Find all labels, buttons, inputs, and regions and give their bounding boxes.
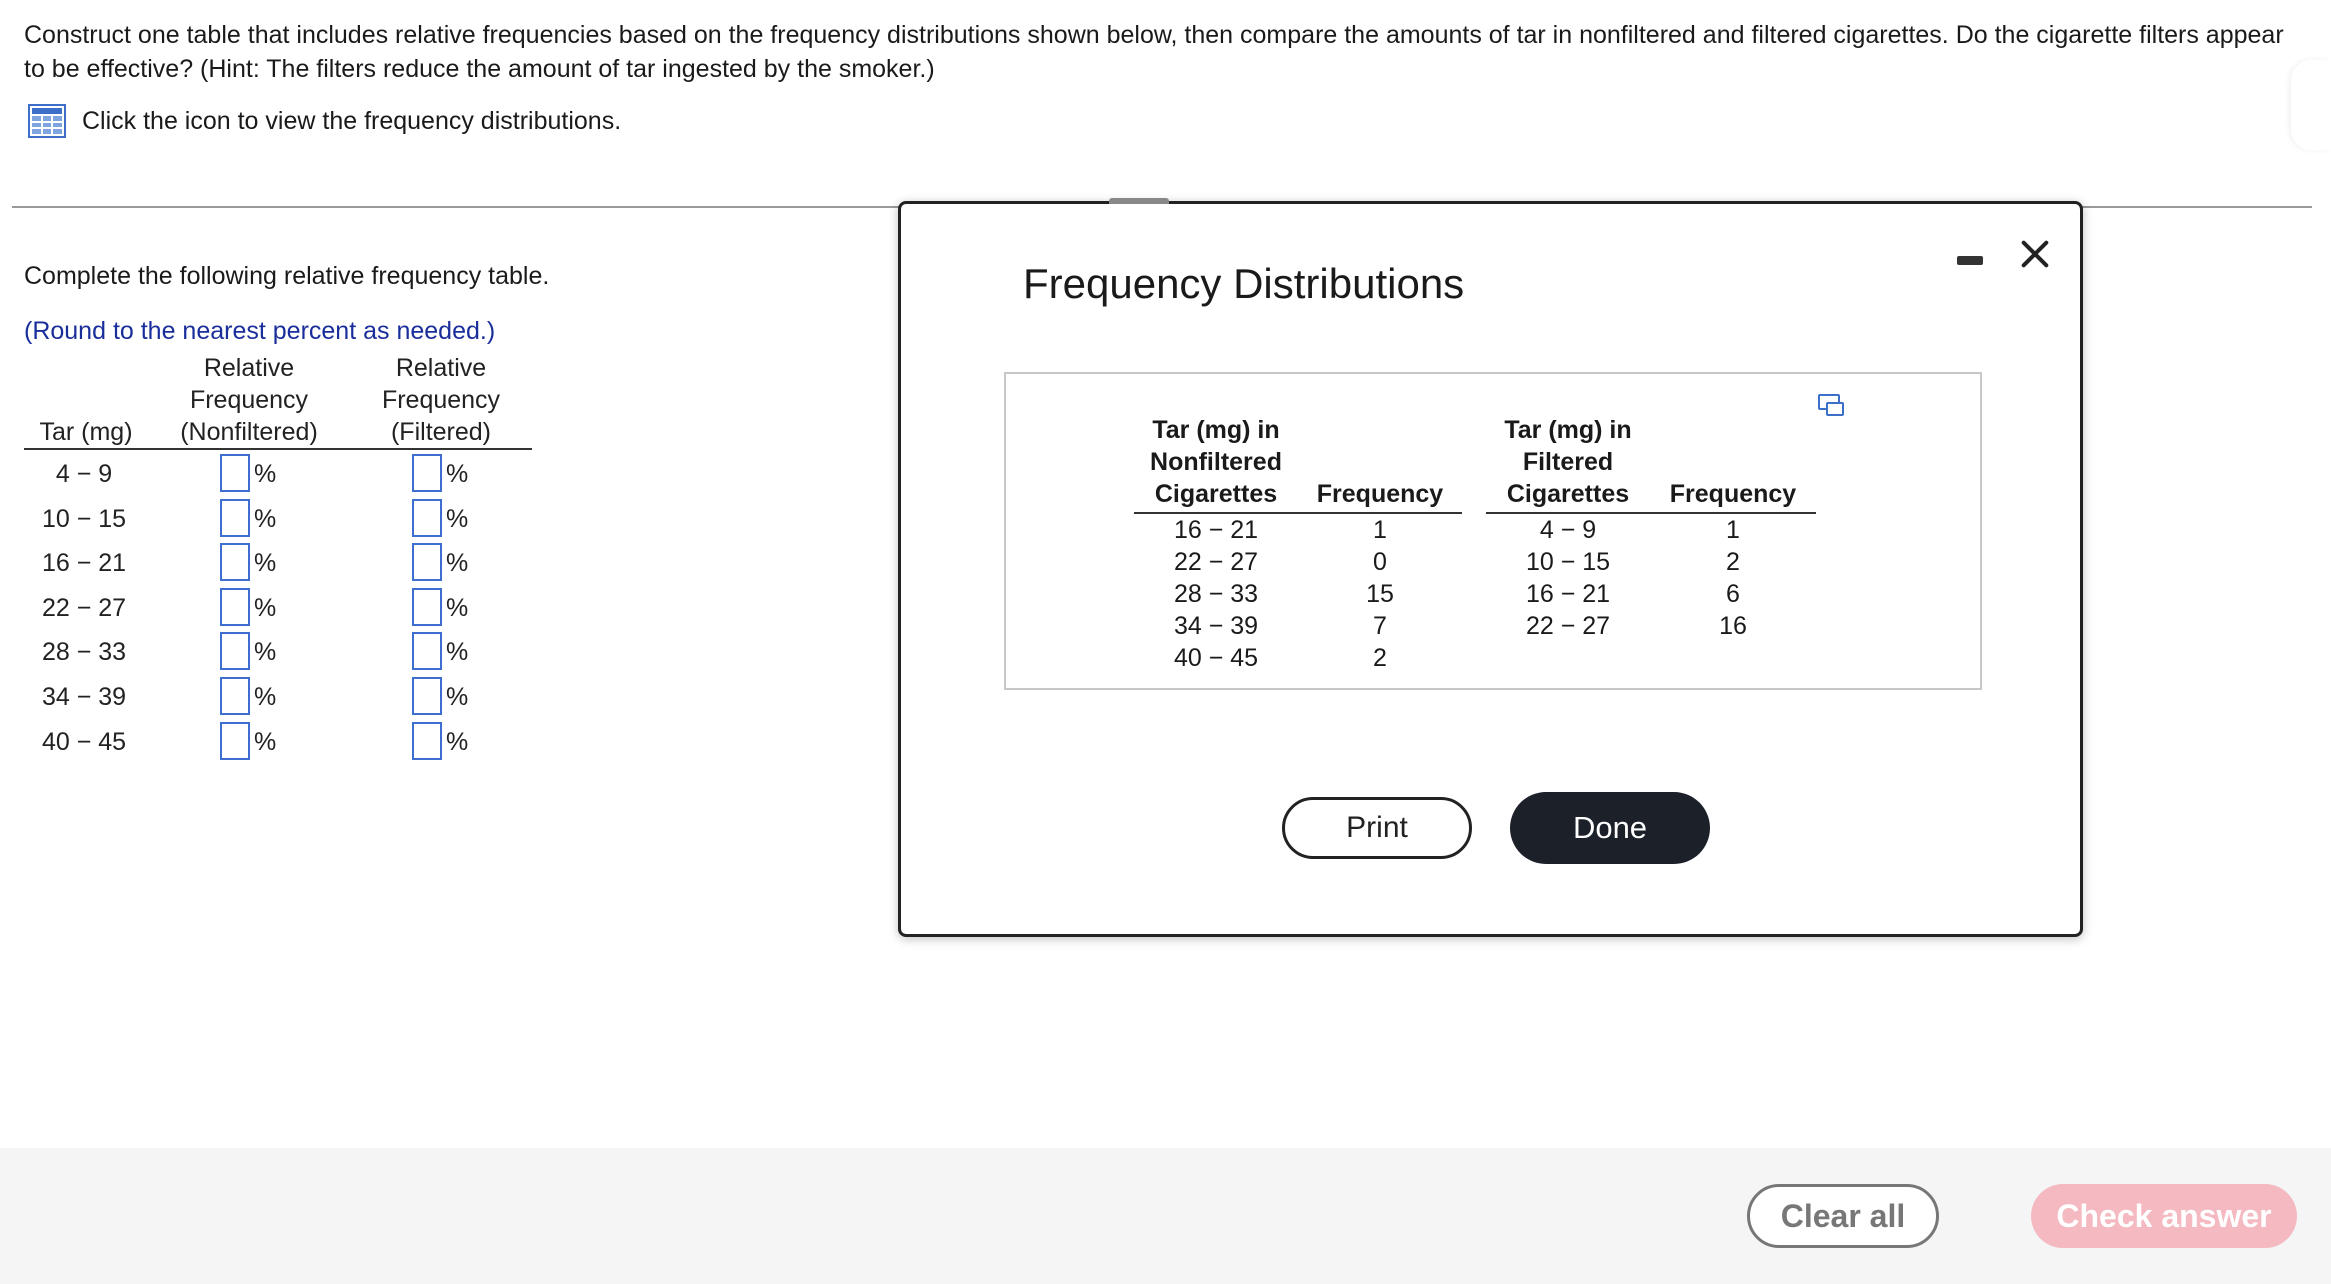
done-button[interactable]: Done [1510,792,1710,864]
clear-all-button[interactable]: Clear all [1747,1184,1939,1248]
tar-range: 22 − 27 [41,593,127,622]
nonfiltered-answer-input[interactable] [220,588,250,626]
table-row [1486,610,1816,642]
tar-range: 10 − 15 [41,504,127,533]
nonfiltered-answer-input[interactable] [220,454,250,492]
table-row [1134,578,1462,610]
filtered-answer-input[interactable] [412,499,442,537]
header-filtered-line1: Relative [395,354,487,382]
round-note: (Round to the nearest percent as needed.) [24,317,496,345]
filtered-answer-input[interactable] [412,588,442,626]
table-row [24,628,532,673]
copy-icon[interactable] [1818,394,1844,416]
tar-range: 34 − 39 [41,682,127,711]
nonfiltered-answer-input[interactable] [220,632,250,670]
header-nonfiltered-line2: Frequency [189,386,309,414]
table-row [1134,514,1462,546]
dialog-tab [1109,198,1169,204]
table-row [1486,578,1816,610]
dialog-title: Frequency Distributions [1023,260,1465,307]
table-row [24,718,532,763]
frequency-value: 2 [1726,548,1740,576]
percent-sign: % [446,638,469,667]
table-icon[interactable] [28,104,66,138]
filtered-frequency-header: Frequency [1669,480,1797,508]
percent-sign: % [254,460,277,488]
filtered-answer-input[interactable] [412,722,442,760]
view-distributions-row[interactable] [28,104,621,138]
tar-range: 16 − 21 [41,549,127,578]
table-row [1134,642,1462,674]
percent-sign: % [446,727,469,756]
nonfiltered-frequency-header: Frequency [1316,480,1444,508]
percent-sign: % [446,460,469,488]
tar-range: 40 − 45 [1173,644,1259,672]
minimize-icon[interactable] [1957,256,1983,265]
table-body [24,450,532,762]
table-row [1134,610,1462,642]
tar-range: 4 − 9 [1539,516,1597,544]
table-row [24,584,532,629]
header-filtered-line3: (Filtered) [390,418,491,446]
relative-frequency-table [24,354,532,762]
table-row [24,495,532,540]
percent-sign: % [254,727,277,756]
table-row [1486,514,1816,546]
frequency-value: 16 [1719,612,1747,640]
percent-sign: % [254,682,277,711]
tar-range: 4 − 9 [55,460,113,488]
tar-range: 10 − 15 [1525,548,1611,576]
table-row [1134,546,1462,578]
frequency-value: 6 [1726,580,1740,608]
filtered-header-line2: Filtered [1522,448,1614,476]
nonfiltered-header-line2: Nonfiltered [1150,448,1282,476]
filtered-table-header [1486,416,1816,514]
instruction: Complete the following relative frequency table. [24,262,550,290]
tar-range: 28 − 33 [41,638,127,667]
frequency-value: 1 [1373,516,1387,544]
tar-range: 40 − 45 [41,727,127,756]
frequency-value: 7 [1373,612,1387,640]
tar-range: 16 − 21 [1525,580,1611,608]
check-answer-button[interactable]: Check answer [2031,1184,2297,1248]
frequency-value: 15 [1366,580,1394,608]
print-button[interactable]: Print [1282,797,1472,859]
filtered-answer-input[interactable] [412,632,442,670]
table-row [1486,546,1816,578]
table-row [24,450,532,495]
table-row [24,539,532,584]
table-header [24,354,532,450]
footer-bar [0,1148,2331,1284]
filtered-header-line1: Tar (mg) in [1504,416,1632,444]
nonfiltered-answer-input[interactable] [220,722,250,760]
answer-section [24,262,624,756]
frequency-value: 2 [1373,644,1387,672]
nonfiltered-header-line1: Tar (mg) in [1152,416,1280,444]
header-nonfiltered-line3: (Nonfiltered) [180,418,318,446]
percent-sign: % [446,549,469,578]
percent-sign: % [446,504,469,533]
frequency-tables-panel [1004,372,1982,690]
percent-sign: % [446,682,469,711]
frequency-distributions-dialog [898,201,2083,937]
filtered-answer-input[interactable] [412,454,442,492]
tar-range: 22 − 27 [1525,612,1611,640]
icon-label: Click the icon to view the frequency distributions. [82,106,622,135]
header-filtered-line2: Frequency [381,386,501,414]
table-row [24,673,532,718]
nonfiltered-answer-input[interactable] [220,543,250,581]
filtered-header-line3: Cigarettes [1506,480,1630,508]
nonfiltered-header-line3: Cigarettes [1154,480,1278,508]
percent-sign: % [254,593,277,622]
nonfiltered-answer-input[interactable] [220,499,250,537]
percent-sign: % [446,593,469,622]
tar-range: 34 − 39 [1173,612,1259,640]
tar-range: 22 − 27 [1173,548,1259,576]
nonfiltered-table [1134,416,1462,674]
nonfiltered-table-header [1134,416,1462,514]
tar-range: 16 − 21 [1173,516,1259,544]
percent-sign: % [254,504,277,533]
close-icon[interactable] [2013,232,2057,276]
filtered-table [1486,416,1816,642]
question-text: Construct one table that includes relative frequencies based on the frequency distributions shown below, then compare the amounts of tar in nonfiltered and filtered cigarettes. Do the cigarette filters appear to be effective? (Hint: The filters reduce the amount of tar ingested by the smoker.) [24,21,2284,83]
percent-sign: % [254,549,277,578]
filtered-answer-input[interactable] [412,543,442,581]
side-panel-edge [2291,60,2331,150]
filtered-answer-input[interactable] [412,677,442,715]
frequency-value: 1 [1726,516,1740,544]
header-tar: Tar (mg) [39,418,133,446]
nonfiltered-answer-input[interactable] [220,677,250,715]
tar-range: 28 − 33 [1173,580,1259,608]
header-nonfiltered-line1: Relative [203,354,295,382]
percent-sign: % [254,638,277,667]
frequency-value: 0 [1373,548,1387,576]
